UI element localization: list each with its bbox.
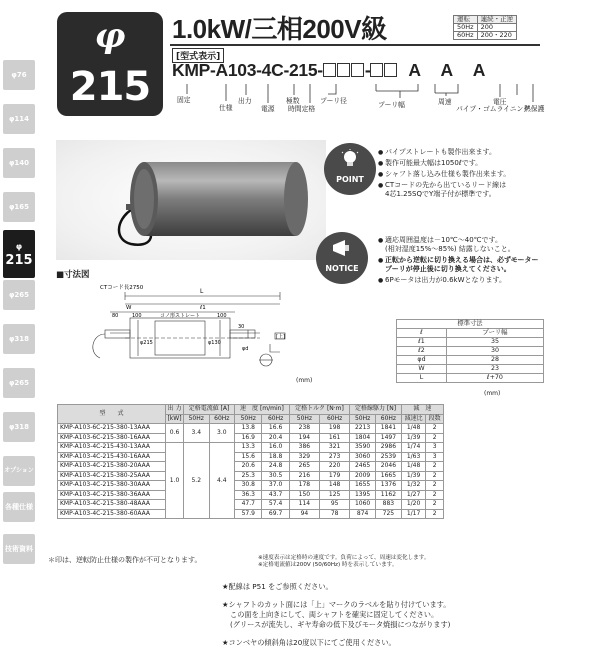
note-wiring: ★配線は P51 をご参照ください。 bbox=[222, 582, 333, 591]
subheader-cell: 段数 bbox=[426, 414, 444, 424]
notice-notes bbox=[378, 236, 578, 287]
table-cell: 1.0 bbox=[166, 443, 184, 519]
dim-80-label: 80 bbox=[112, 313, 119, 319]
dim-100-label: 100 bbox=[132, 313, 142, 319]
table-cell: 94 bbox=[289, 509, 319, 519]
model-cell: KMP-A103-4C-215-430-16AAA bbox=[58, 452, 166, 462]
note-item: ● 適応周囲温度は－10℃～40℃です。 bbox=[378, 236, 578, 245]
table-cell: 16.6 bbox=[262, 424, 289, 434]
table-cell: 150 bbox=[289, 490, 319, 500]
reverse-note: ＊印は、逆転防止仕様の製作が不可となります。 bbox=[48, 556, 202, 564]
point-label: POINT bbox=[336, 175, 364, 184]
header-drive-force: 定格線駆力 [N] bbox=[350, 405, 402, 415]
table-cell: 1/39 bbox=[401, 471, 426, 481]
note-item: ● CTコードの先から出ているリード線は bbox=[378, 181, 578, 190]
dim-L-label: L bbox=[200, 288, 204, 295]
placeholder-box bbox=[323, 63, 336, 77]
point-notes bbox=[378, 148, 578, 201]
table-cell: 24.8 bbox=[262, 462, 289, 472]
subheader-cell: 50Hz bbox=[350, 414, 376, 424]
model-code-legend bbox=[160, 84, 550, 124]
table-cell: 874 bbox=[350, 509, 376, 519]
side-tab[interactable]: オプション bbox=[3, 456, 35, 486]
table-cell: 2 bbox=[426, 462, 444, 472]
lightbulb-icon bbox=[340, 149, 360, 169]
side-tab[interactable]: φ140 bbox=[3, 148, 35, 178]
placeholder-box bbox=[337, 63, 350, 77]
standard-dimensions-unit: (mm) bbox=[484, 390, 501, 397]
legend-rating: 時間定格 bbox=[288, 105, 316, 113]
dimension-title: ■寸法図 bbox=[56, 270, 90, 280]
table-cell: 1655 bbox=[350, 481, 376, 491]
table-cell: 114 bbox=[289, 500, 319, 510]
table-cell: 35 bbox=[447, 338, 544, 347]
table-cell: 15.6 bbox=[235, 452, 262, 462]
diameter-number: 215 bbox=[69, 64, 151, 110]
table-cell: 273 bbox=[320, 452, 350, 462]
note-grease: (グリースが流失し、ギヤ寿命の低下及びモータ焼損につながります) bbox=[230, 620, 451, 629]
cord-length-label: CTコード長2750 bbox=[100, 285, 144, 291]
table-cell: 43.7 bbox=[262, 490, 289, 500]
table-cell: 3.4 bbox=[184, 424, 210, 443]
table-cell: 3 bbox=[426, 452, 444, 462]
header-torque: 定格トルク [N·m] bbox=[289, 405, 349, 415]
note-item: プーリが停止後に切り換えてください。 bbox=[385, 265, 511, 273]
megaphone-icon bbox=[331, 239, 353, 257]
table-cell: 198 bbox=[320, 424, 350, 434]
model-cell: KMP-A103-4C-215-380-60AAA bbox=[58, 509, 166, 519]
table-row bbox=[397, 320, 544, 329]
motor-drum-illustration bbox=[56, 140, 326, 260]
side-tab[interactable]: φ265 bbox=[3, 368, 35, 398]
dimension-drawing bbox=[70, 278, 330, 388]
subheader-cell: 60Hz bbox=[262, 414, 289, 424]
table-cell: 194 bbox=[289, 433, 319, 443]
note-item: ● パイプストレートも製作出来ます。 bbox=[378, 148, 578, 157]
legend-pipe-lining: パイプ・ゴムライニング bbox=[456, 105, 530, 113]
table-row bbox=[58, 433, 444, 443]
model-code-suffix: A A A bbox=[408, 60, 494, 80]
table-cell: 200 bbox=[477, 24, 517, 32]
model-cell: KMP-A103-4C-215-380-30AAA bbox=[58, 481, 166, 491]
table-cell: ℓ2 bbox=[397, 347, 447, 356]
top-mark-label: [上] bbox=[276, 334, 285, 340]
table-cell: 2 bbox=[426, 471, 444, 481]
footnote: ※定格電流値は200V (50/60Hz) 時を表示しています。 bbox=[258, 562, 398, 568]
model-cell: KMP-A103-6C-215-380-16AAA bbox=[58, 433, 166, 443]
note-item: ● 製作可能最大幅は1050ℓです。 bbox=[378, 159, 578, 168]
table-cell: 1395 bbox=[350, 490, 376, 500]
table-cell: 2 bbox=[426, 509, 444, 519]
placeholder-box bbox=[384, 63, 397, 77]
table-cell: 1497 bbox=[376, 433, 402, 443]
footnote: ※速度表示は定格時の速度です。負荷によって、周速は変化します。 bbox=[258, 555, 430, 561]
notice-badge bbox=[316, 232, 368, 284]
side-tab-active[interactable] bbox=[3, 230, 35, 278]
table-cell: φd bbox=[397, 356, 447, 365]
legend-spec: 仕様 bbox=[219, 104, 233, 112]
table-cell: 16.0 bbox=[262, 443, 289, 453]
table-cell: 238 bbox=[289, 424, 319, 434]
table-cell: 30.5 bbox=[262, 471, 289, 481]
notice-label: NOTICE bbox=[325, 264, 359, 273]
side-tab[interactable]: φ265 bbox=[3, 280, 35, 310]
model-cell: KMP-A103-4C-215-380-48AAA bbox=[58, 500, 166, 510]
table-cell: 2 bbox=[426, 424, 444, 434]
table-cell: 36.3 bbox=[235, 490, 262, 500]
table-row bbox=[397, 374, 544, 383]
table-cell: 0.6 bbox=[166, 424, 184, 443]
table-cell: 13.3 bbox=[235, 443, 262, 453]
table-cell: 4.4 bbox=[209, 443, 235, 519]
table-cell: プーリ幅 bbox=[447, 329, 544, 338]
side-tab[interactable]: 各種仕様 bbox=[3, 492, 35, 522]
legend-speed: 周速 bbox=[438, 98, 452, 106]
table-cell: 3590 bbox=[350, 443, 376, 453]
table-cell: 30 bbox=[447, 347, 544, 356]
table-cell: 3060 bbox=[350, 452, 376, 462]
side-tab[interactable]: φ165 bbox=[3, 192, 35, 222]
page-title: 1.0kW/三相200V級 bbox=[172, 14, 387, 44]
table-row bbox=[58, 509, 444, 519]
dim-100b-label: 100 bbox=[217, 313, 227, 319]
table-cell: L bbox=[397, 374, 447, 383]
bottom-notes bbox=[222, 582, 562, 650]
placeholder-box bbox=[370, 63, 383, 77]
table-cell: 1/20 bbox=[401, 500, 426, 510]
table-cell: 1/63 bbox=[401, 452, 426, 462]
note-item: ● 6Pモータは出力が0.6kWとなります。 bbox=[378, 276, 578, 285]
subheader-cell: 60Hz bbox=[209, 414, 235, 424]
table-cell: 57.4 bbox=[262, 500, 289, 510]
table-cell: 1841 bbox=[376, 424, 402, 434]
table-cell: ℓ1 bbox=[397, 338, 447, 347]
dim-30-label: 30 bbox=[238, 324, 245, 330]
note-item: ● シャフト落し込み仕様も製作出来ます。 bbox=[378, 170, 578, 179]
table-row bbox=[454, 32, 517, 40]
table-cell: 1/27 bbox=[401, 490, 426, 500]
header-speed: 速 度 [m/min] bbox=[235, 405, 290, 415]
side-tab[interactable]: φ114 bbox=[3, 104, 35, 134]
side-tab[interactable]: φ318 bbox=[3, 412, 35, 442]
table-cell: 200・220 bbox=[477, 32, 517, 40]
table-cell: 1060 bbox=[350, 500, 376, 510]
table-cell: 386 bbox=[289, 443, 319, 453]
table-cell: 1/74 bbox=[401, 443, 426, 453]
table-cell: 220 bbox=[320, 462, 350, 472]
model-code-dash: - bbox=[364, 60, 371, 80]
diameter-badge bbox=[57, 12, 163, 116]
table-row bbox=[58, 490, 444, 500]
table-row bbox=[58, 471, 444, 481]
legend-fixed: 固定 bbox=[177, 96, 191, 104]
table-cell: 216 bbox=[289, 471, 319, 481]
table-cell: 1/17 bbox=[401, 509, 426, 519]
model-code bbox=[172, 60, 493, 81]
model-cell: KMP-A103-4C-215-380-25AAA bbox=[58, 471, 166, 481]
table-cell: 1162 bbox=[376, 490, 402, 500]
table-row bbox=[58, 481, 444, 491]
side-tab[interactable]: 技術資料 bbox=[3, 534, 35, 564]
dim-phi130-label: φ130 bbox=[208, 340, 221, 346]
model-designation-label: [型式表示] bbox=[172, 48, 224, 63]
note-shaft-fix: この面を上向きにして、両シャフトを確実に固定してください。 bbox=[230, 610, 439, 619]
subheader-cell: 減速比 bbox=[401, 414, 426, 424]
table-row bbox=[397, 365, 544, 374]
footnotes bbox=[258, 555, 430, 569]
dim-phid-label: φd bbox=[242, 346, 249, 352]
table-row bbox=[58, 462, 444, 472]
legend-power: 電源 bbox=[261, 105, 275, 113]
table-cell: 883 bbox=[376, 500, 402, 510]
table-cell: 2 bbox=[426, 490, 444, 500]
note-item: 4芯1.25SQでY端子付が標準です。 bbox=[385, 190, 496, 198]
dim-phi215-label: φ215 bbox=[140, 340, 153, 346]
specification-table bbox=[57, 404, 444, 519]
note-item: ● 正転から逆転に切り換える場合は、必ずモーター bbox=[378, 256, 578, 265]
motor-photo bbox=[56, 140, 326, 260]
subheader-cell: 60Hz bbox=[320, 414, 350, 424]
model-code-prefix: KMP-A103-4C-215- bbox=[172, 60, 323, 80]
table-cell: 1376 bbox=[376, 481, 402, 491]
table-cell: 50Hz bbox=[454, 24, 478, 32]
dim-l1-label: ℓ1 bbox=[200, 305, 206, 311]
table-cell: 148 bbox=[320, 481, 350, 491]
table-cell: 30.8 bbox=[235, 481, 262, 491]
table-cell: 47.7 bbox=[235, 500, 262, 510]
table-cell: 57.9 bbox=[235, 509, 262, 519]
legend-pulley-width: プーリ幅 bbox=[378, 101, 405, 109]
table-cell: 2213 bbox=[350, 424, 376, 434]
placeholder-box bbox=[351, 63, 364, 77]
dim-W-label: W bbox=[126, 305, 132, 311]
table-cell: W bbox=[397, 365, 447, 374]
side-tab[interactable]: φ318 bbox=[3, 324, 35, 354]
table-cell: 2539 bbox=[376, 452, 402, 462]
model-cell: KMP-A103-4C-215-380-36AAA bbox=[58, 490, 166, 500]
table-row bbox=[397, 329, 544, 338]
legend-pulley-dia: プーリ径 bbox=[320, 97, 347, 105]
table-cell: 13.8 bbox=[235, 424, 262, 434]
subheader-cell: 50Hz bbox=[289, 414, 319, 424]
subheader-cell: 50Hz bbox=[184, 414, 210, 424]
dim-straight-label: コノ形ストレート bbox=[160, 313, 201, 319]
dimension-unit-label: (mm) bbox=[296, 377, 313, 384]
table-cell: 2009 bbox=[350, 471, 376, 481]
table-cell: 5.2 bbox=[184, 443, 210, 519]
dimension-drawing-svg bbox=[70, 278, 330, 388]
table-row bbox=[397, 356, 544, 365]
table-cell: 運転 bbox=[454, 16, 478, 24]
table-row bbox=[58, 452, 444, 462]
table-row bbox=[58, 424, 444, 434]
table-cell: 329 bbox=[289, 452, 319, 462]
table-cell: 1665 bbox=[376, 471, 402, 481]
legend-voltage: 電圧 bbox=[493, 98, 507, 106]
table-cell: 1/39 bbox=[401, 433, 426, 443]
table-row bbox=[397, 347, 544, 356]
table-row bbox=[58, 500, 444, 510]
table-cell: 23 bbox=[447, 365, 544, 374]
table-cell: 25.3 bbox=[235, 471, 262, 481]
table-row bbox=[397, 338, 544, 347]
model-cell: KMP-A103-4C-215-430-13AAA bbox=[58, 443, 166, 453]
table-cell: 37.0 bbox=[262, 481, 289, 491]
subheader-cell: 60Hz bbox=[376, 414, 402, 424]
table-cell: 2986 bbox=[376, 443, 402, 453]
model-cell: KMP-A103-4C-215-380-20AAA bbox=[58, 462, 166, 472]
diameter-symbol: φ bbox=[94, 16, 126, 56]
standard-dimensions-table bbox=[396, 319, 544, 383]
table-cell: 178 bbox=[289, 481, 319, 491]
table-cell: 161 bbox=[320, 433, 350, 443]
side-tab[interactable]: φ76 bbox=[3, 60, 35, 90]
header-model: 型 式 bbox=[58, 405, 166, 424]
table-cell: 20.4 bbox=[262, 433, 289, 443]
table-cell: 2 bbox=[426, 433, 444, 443]
table-cell: 321 bbox=[320, 443, 350, 453]
point-badge bbox=[324, 143, 376, 195]
table-cell: 20.6 bbox=[235, 462, 262, 472]
table-title: 標準寸法 bbox=[397, 320, 544, 329]
note-shaft-label: ★シャフトのカット面には「上」マークのラベルを貼り付けています。 bbox=[222, 600, 451, 609]
table-row bbox=[58, 443, 444, 453]
active-tab-label: 215 bbox=[5, 253, 33, 268]
table-header-row bbox=[58, 405, 444, 415]
header-current: 定格電流値 [A] bbox=[184, 405, 235, 415]
title-divider bbox=[170, 44, 540, 46]
header-output: 出 力 bbox=[166, 405, 184, 415]
table-cell: 28 bbox=[447, 356, 544, 365]
table-cell: 725 bbox=[376, 509, 402, 519]
table-cell: 60Hz bbox=[454, 32, 478, 40]
table-cell: 16.9 bbox=[235, 433, 262, 443]
table-cell: 18.8 bbox=[262, 452, 289, 462]
legend-output: 出力 bbox=[238, 97, 252, 105]
legend-poles: 極数 bbox=[286, 97, 300, 105]
table-cell: 3.0 bbox=[209, 424, 235, 443]
subheader-cell: [kW] bbox=[167, 414, 182, 422]
table-cell: 265 bbox=[289, 462, 319, 472]
table-cell: 2 bbox=[426, 500, 444, 510]
table-cell: 125 bbox=[320, 490, 350, 500]
legend-thermal: 熱保護 bbox=[524, 105, 545, 113]
table-cell: 95 bbox=[320, 500, 350, 510]
table-cell: 1/48 bbox=[401, 462, 426, 472]
model-cell: KMP-A103-6C-215-380-13AAA bbox=[58, 424, 166, 434]
table-cell: 連続・正逆 bbox=[477, 16, 517, 24]
table-cell: 69.7 bbox=[262, 509, 289, 519]
table-cell: 2 bbox=[426, 481, 444, 491]
note-incline: ★コンベヤの傾斜角は20度以下にてご使用ください。 bbox=[222, 638, 396, 647]
frequency-table bbox=[453, 15, 517, 40]
table-cell: 1/48 bbox=[401, 424, 426, 434]
table-cell: 2465 bbox=[350, 462, 376, 472]
table-cell: 3 bbox=[426, 443, 444, 453]
table-cell: 1804 bbox=[350, 433, 376, 443]
table-cell: ℓ+70 bbox=[447, 374, 544, 383]
table-cell: 78 bbox=[320, 509, 350, 519]
table-cell: ℓ bbox=[397, 329, 447, 338]
header-reduction: 減 速 bbox=[401, 405, 443, 415]
table-cell: 179 bbox=[320, 471, 350, 481]
subheader-cell: 50Hz bbox=[235, 414, 262, 424]
note-item: (相対湿度15%～85%) 結露しないこと。 bbox=[385, 245, 515, 253]
table-cell: 1/32 bbox=[401, 481, 426, 491]
table-cell: 2046 bbox=[376, 462, 402, 472]
active-tab-phi: φ bbox=[15, 242, 23, 251]
